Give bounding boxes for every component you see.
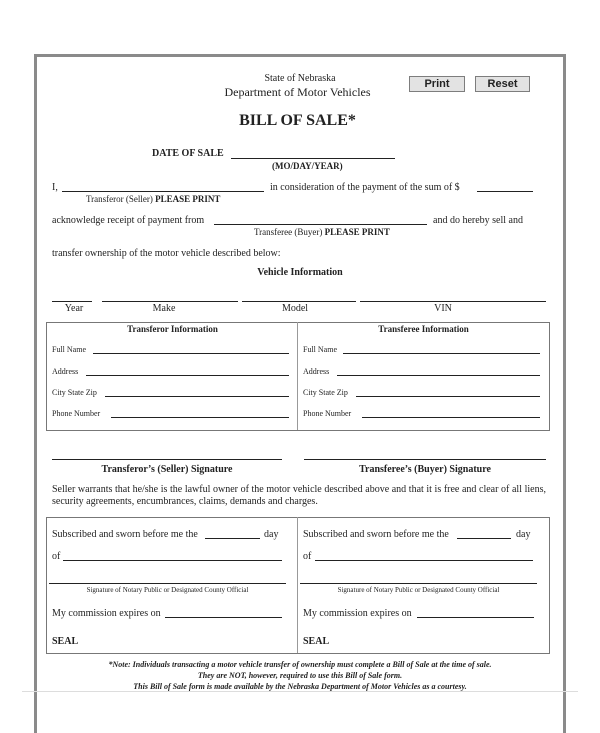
left-commission-label: My commission expires on <box>52 608 161 619</box>
seller-warranty-text: Seller warrants that he/she is the lawful owner of the motor vehicle described above and that it is free and clear of all liens, security agreements, encumbrances, claims, demands and charges. <box>52 484 546 507</box>
right-notary-caption: Signature of Notary Public or Designated County Official <box>337 586 500 594</box>
party-information-box <box>46 322 550 431</box>
line1-prefix: I, <box>52 182 58 193</box>
buyer-signature-input[interactable] <box>304 459 546 460</box>
footer-courtesy: This Bill of Sale form is made available by the Nebraska Department of Motor Vehicles as a courtesy. <box>133 682 467 691</box>
vehicle-model-label: Model <box>281 303 309 314</box>
right-sworn-label: Subscribed and sworn before me the <box>303 529 449 540</box>
seller-signature-input[interactable] <box>52 459 282 460</box>
party-box-divider <box>297 322 298 430</box>
transferee-city-state-zip-label: City State Zip <box>303 388 348 397</box>
page-title: BILL OF SALE* <box>239 112 356 129</box>
transfer-ownership-text: transfer ownership of the motor vehicle described below: <box>52 248 281 259</box>
date-of-sale-input[interactable] <box>231 158 395 159</box>
vehicle-vin-input[interactable] <box>360 301 546 302</box>
sale-amount-input[interactable] <box>477 191 533 192</box>
left-sworn-month-input[interactable] <box>63 560 282 561</box>
left-sworn-day-input[interactable] <box>205 538 260 539</box>
transferor-full-name-input[interactable] <box>93 353 289 354</box>
reset-button[interactable]: Reset <box>475 76 530 92</box>
transferor-city-state-zip-input[interactable] <box>105 396 289 397</box>
right-seal-label: SEAL <box>303 636 330 647</box>
vehicle-make-label: Make <box>152 303 176 314</box>
vehicle-info-heading: Vehicle Information <box>257 267 343 278</box>
transferee-phone-label: Phone Number <box>303 409 352 418</box>
line2-prefix: acknowledge receipt of payment from <box>52 215 205 226</box>
transferee-full-name-input[interactable] <box>343 353 540 354</box>
right-commission-label: My commission expires on <box>303 608 412 619</box>
transferee-caption <box>254 227 390 237</box>
line2-suffix: and do hereby sell and <box>433 215 523 226</box>
transferee-info-heading: Transferee Information <box>378 324 469 334</box>
transferor-city-state-zip-label: City State Zip <box>52 388 97 397</box>
right-of-label: of <box>303 551 312 562</box>
right-sworn-month-input[interactable] <box>315 560 533 561</box>
please-print-note-2: PLEASE PRINT <box>324 227 390 237</box>
left-notary-signature-input[interactable] <box>49 583 286 584</box>
left-notary-caption: Signature of Notary Public or Designated County Official <box>86 586 249 594</box>
transferor-full-name-label: Full Name <box>52 345 86 354</box>
transferor-address-input[interactable] <box>86 375 289 376</box>
footer-not-required: They are NOT, however, required to use this Bill of Sale form. <box>197 671 403 680</box>
transferee-full-name-label: Full Name <box>303 345 337 354</box>
right-day-label: day <box>516 529 531 540</box>
left-day-label: day <box>264 529 279 540</box>
transferor-phone-label: Phone Number <box>52 409 101 418</box>
transferee-name-input[interactable] <box>214 224 427 225</box>
vehicle-model-input[interactable] <box>242 301 356 302</box>
transferee-caption-text: Transferee (Buyer) <box>254 227 323 237</box>
transferor-address-label: Address <box>52 367 79 376</box>
vehicle-vin-label: VIN <box>434 303 452 314</box>
transferor-name-input[interactable] <box>62 191 264 192</box>
vehicle-year-label: Year <box>64 303 84 314</box>
transferor-phone-input[interactable] <box>111 417 289 418</box>
transferor-info-heading: Transferor Information <box>127 324 218 334</box>
state-name: State of Nebraska <box>264 73 336 84</box>
transferee-phone-input[interactable] <box>362 417 540 418</box>
left-commission-input[interactable] <box>165 617 282 618</box>
print-button[interactable]: Print <box>409 76 465 92</box>
transferee-city-state-zip-input[interactable] <box>356 396 540 397</box>
vehicle-year-input[interactable] <box>52 301 92 302</box>
line1-consideration: in consideration of the payment of the sum of $ <box>270 182 460 193</box>
transferee-address-input[interactable] <box>337 375 540 376</box>
date-format-caption: (MO/DAY/YEAR) <box>272 161 343 171</box>
date-of-sale-label: DATE OF SALE <box>152 148 224 159</box>
right-commission-input[interactable] <box>417 617 534 618</box>
left-sworn-label: Subscribed and sworn before me the <box>52 529 198 540</box>
footer-note: *Note: Individuals transacting a motor vehicle transfer of ownership must complete a Bill of Sale at the time of sale. <box>108 660 492 669</box>
left-seal-label: SEAL <box>52 636 79 647</box>
right-sworn-day-input[interactable] <box>457 538 511 539</box>
notary-box-divider <box>297 517 298 653</box>
left-of-label: of <box>52 551 61 562</box>
page-bottom-rule <box>22 691 578 692</box>
buyer-signature-caption: Transferee’s (Buyer) Signature <box>359 464 491 475</box>
please-print-note: PLEASE PRINT <box>155 194 221 204</box>
transferee-address-label: Address <box>303 367 330 376</box>
transferor-caption-text: Transferor (Seller) <box>86 194 153 204</box>
seller-signature-caption: Transferor’s (Seller) Signature <box>101 464 233 475</box>
department-name: Department of Motor Vehicles <box>224 85 371 99</box>
right-notary-signature-input[interactable] <box>300 583 537 584</box>
vehicle-make-input[interactable] <box>102 301 238 302</box>
transferor-caption <box>86 194 220 204</box>
